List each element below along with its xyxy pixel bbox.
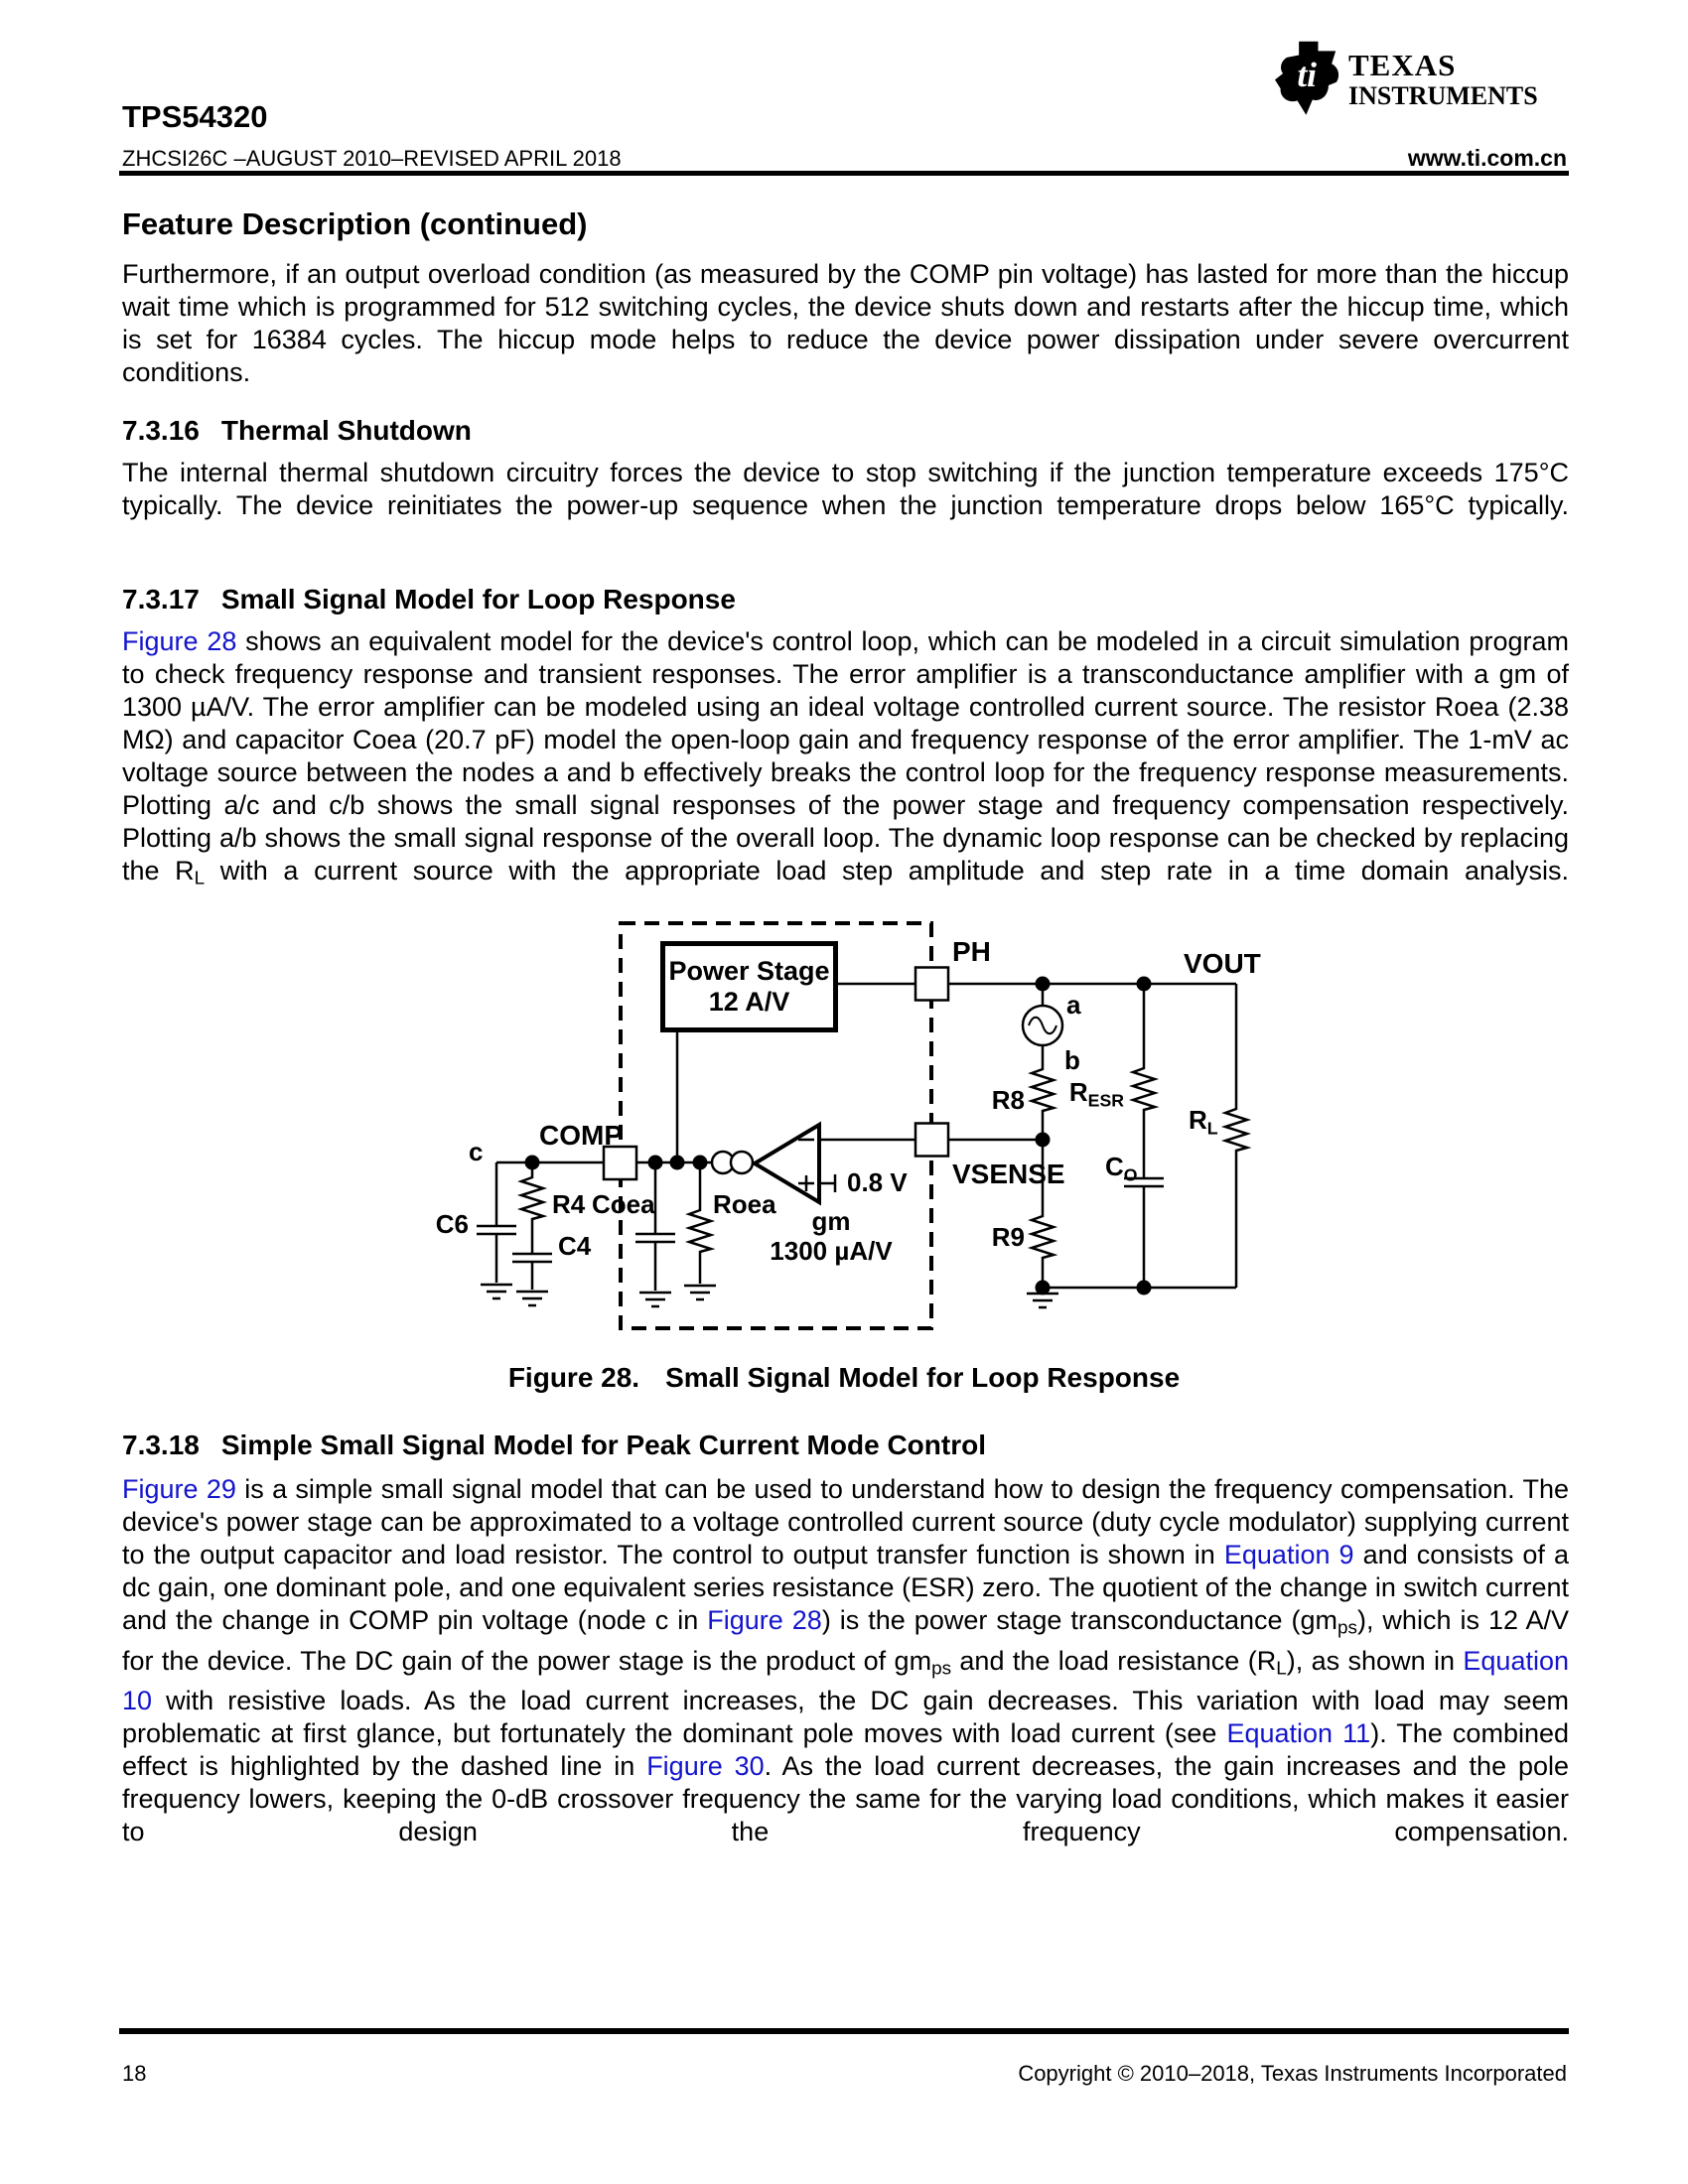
vout-label: VOUT (1184, 948, 1261, 979)
resistor-r4 (521, 1173, 543, 1223)
c6-label: C6 (435, 1209, 469, 1239)
copyright-text: Copyright © 2010–2018, Texas Instruments Incorporated (1018, 2061, 1567, 2086)
logo-texas-text: TEXAS (1348, 48, 1457, 82)
text-segment: shows an equivalent model for the device's control loop, which can be modeled in a circuit simulation program to check frequency response and transient responses. The error amplifier is a transconductance amplifier with a gm of 1300 µA/V. The error amplifier can be modeled using an ideal voltage controlled current source. The resistor Roea (2.38 MΩ) and capacitor Coea (20.7 pF) model the open-loop gain and frequency response of the error amplifier. The 1-mV ac voltage source between the nodes a and b effectively breaks the control loop for the frequency response measurements. Plotting a/c and c/b shows the small signal responses of the power stage and frequency compensation respectively. Plotting a/b shows the small signal response of the overall loop. The dynamic loop response can be checked by replacing the R (122, 626, 1569, 886)
co-label: $C_O$ (1105, 1152, 1138, 1185)
resr-label: $R_{ESR}$ (1068, 1077, 1124, 1111)
paragraph-peak-current-mode (122, 1473, 1569, 1881)
section-title: Simple Small Signal Model for Peak Current Mode Control (220, 1430, 986, 1460)
section-title: Thermal Shutdown (220, 415, 472, 446)
figure-28-caption: Figure 28. Small Signal Model for Loop Response (507, 1362, 1181, 1393)
ground-symbol (516, 1292, 548, 1305)
text-segment: ), as shown in (1286, 1645, 1464, 1676)
current-source-circle (731, 1152, 753, 1173)
ac-source (1023, 1006, 1062, 1045)
coea-label: Coea (592, 1189, 655, 1219)
resistor-rl (1225, 1105, 1247, 1155)
capacitor-c6 (477, 1226, 516, 1234)
text-segment: Furthermore, if an output overload condition (as measured by the COMP pin voltage) has lasted for more than the hiccup wait time which is programmed for 512 switching cycles, the device shuts down and restarts after the hiccup time, which is set for 16384 cycles. The hiccup mode helps to reduce the device power dissipation under severe overcurrent conditions. (122, 259, 1569, 387)
ph-terminal (915, 968, 948, 1001)
r9-label: R9 (991, 1222, 1025, 1252)
text-segment: The internal thermal shutdown circuitry forces the device to stop switching if the junction temperature exceeds 175°C typically. The device reinitiates the power-up sequence when the junction temperature drops below 165°C typically. (122, 458, 1569, 520)
text-segment: ) is the power stage transconductance (gm (821, 1605, 1337, 1635)
text-segment: is a simple small signal model that can be used to understand how to design the frequency compensation. The device's power stage can be approximated to a voltage controlled current source (duty cycle modulator) supplying current to the output capacitor and load resistor. The control to output transfer function is shown in (122, 1474, 1569, 1570)
figure-28-circuit (119, 908, 1569, 1385)
gm-value-label: 1300 µA/V (770, 1236, 893, 1266)
node-c-label: c (469, 1137, 484, 1166)
comp-pin-label: COMP (539, 1120, 623, 1151)
text-segment: ps (1337, 1617, 1357, 1639)
footer-rule (119, 2028, 1569, 2034)
inline-link[interactable]: Figure 28 (122, 626, 237, 656)
ground-symbol (1027, 1294, 1058, 1307)
paragraph-overload (122, 258, 1569, 422)
roea-label: Roea (713, 1189, 776, 1219)
inline-link[interactable]: Equation 11 (1226, 1718, 1371, 1749)
text-segment: with a current source with the appropriate load step amplitude and step rate in a time domain analysis. (205, 856, 1569, 886)
heading-7-3-18 (122, 1430, 1569, 1461)
circuit-svg (119, 908, 1569, 1385)
text-segment: L (1276, 1658, 1287, 1680)
inline-link[interactable]: Figure 28 (707, 1605, 822, 1635)
power-stage-box (660, 941, 838, 1032)
section-title: Small Signal Model for Loop Response (220, 584, 736, 614)
inline-link[interactable]: Equation 9 (1223, 1540, 1354, 1570)
ground-symbol (684, 1286, 716, 1299)
node-a-label: a (1066, 990, 1081, 1020)
inline-link[interactable]: Figure 29 (122, 1474, 236, 1504)
vsense-pin-label: VSENSE (952, 1159, 1065, 1189)
ti-bug-icon (1275, 40, 1340, 123)
website-link[interactable]: www.ti.com.cn (1407, 145, 1567, 171)
text-segment: ). The combined effect is highlighted by the dashed line in (122, 1718, 1570, 1782)
resistor-r9 (1032, 1212, 1054, 1262)
power-stage-label: Power Stage (668, 956, 830, 986)
doc-code: ZHCSI26C –AUGUST 2010–REVISED APRIL 2018 (122, 146, 622, 171)
part-number: TPS54320 (122, 99, 268, 134)
power-stage-gain: 12 A/V (708, 987, 790, 1017)
paragraph-small-signal-model (122, 625, 1569, 928)
section-number: 7.3.18 (122, 1430, 200, 1460)
resistor-resr (1133, 1064, 1155, 1114)
r8-label: R8 (991, 1085, 1025, 1115)
gm-label: gm (811, 1206, 851, 1236)
paragraph-thermal-shutdown (122, 457, 1569, 555)
text-segment: ), which is 12 A/V for the device. The DC gain of the power stage is the product of gm (122, 1605, 1569, 1676)
section-number: 7.3.16 (122, 415, 200, 446)
section-number: 7.3.17 (122, 584, 200, 614)
ground-symbol (639, 1293, 671, 1306)
text-segment: L (194, 868, 206, 889)
capacitor-c4 (512, 1254, 552, 1262)
text-segment: and consists of a dc gain, one dominant pole, and one equivalent series resistance (ESR) zero. The quotient of the change in switch current and the change in COMP pin voltage (node c in (122, 1540, 1570, 1635)
svg-text:ti: ti (1297, 54, 1318, 94)
inline-link[interactable]: Equation 10 (122, 1645, 1569, 1716)
text-segment: . As the load current decreases, the gain increases and the pole frequency lowers, keeping the 0-dB crossover frequency the same for the varying load conditions, which makes it easier to design the frequency compensation. (122, 1751, 1569, 1847)
capacitor-coea (635, 1234, 675, 1242)
page-number: 18 (122, 2061, 147, 2086)
feature-description-heading: Feature Description (continued) (122, 206, 588, 241)
ph-pin-label: PH (952, 936, 991, 967)
c4-label: C4 (558, 1231, 592, 1261)
node-b-label: b (1064, 1045, 1080, 1075)
vsense-terminal (915, 1124, 948, 1157)
inline-link[interactable]: Figure 30 (646, 1751, 765, 1782)
heading-7-3-16 (122, 415, 1569, 447)
vref-label: 0.8 V (847, 1167, 908, 1197)
logo-instruments-text: INSTRUMENTS (1348, 81, 1538, 110)
rl-label: $R_L$ (1189, 1105, 1218, 1139)
ti-logo (1275, 40, 1573, 134)
heading-7-3-17 (122, 584, 1569, 615)
ground-symbol (481, 1285, 512, 1298)
text-segment: with resistive loads. As the load current increases, the DC gain decreases. This variation with load may seem problematic at first glance, but fortunately the dominant pole moves with load current (see (122, 1686, 1569, 1749)
resistor-roea (689, 1206, 711, 1256)
header-rule (119, 171, 1569, 176)
text-segment: ps (931, 1658, 952, 1680)
r4-label: R4 (552, 1189, 586, 1219)
text-segment: and the load resistance (R (951, 1645, 1277, 1676)
